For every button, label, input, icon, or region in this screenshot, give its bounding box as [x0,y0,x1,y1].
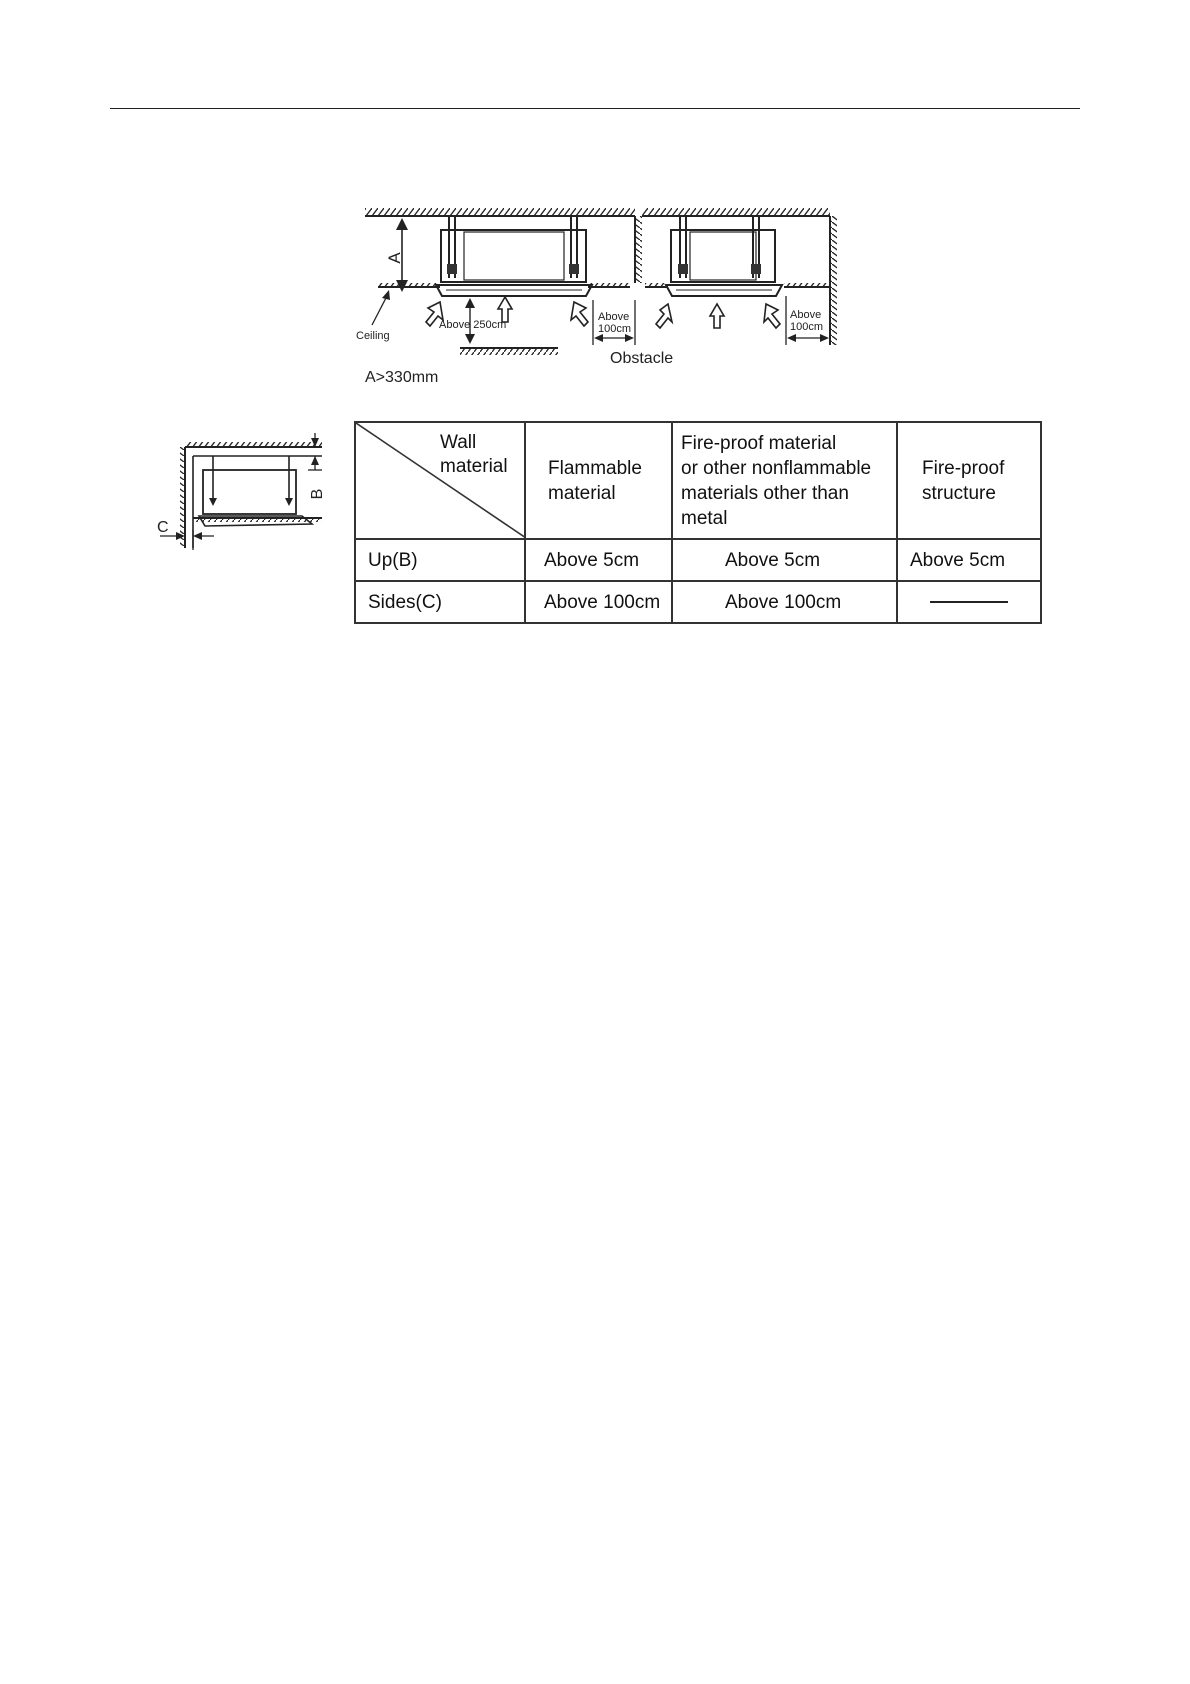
side-wall-ceiling [180,442,322,548]
obstacle-label: Obstacle [610,350,674,367]
cell-sides-fireproof-structure [897,581,1041,623]
dimension-b-label: B [309,488,326,500]
header-structure-line1: Fire-proof [922,457,1005,479]
airflow-arrows-right [656,304,780,328]
row-label-up: Up(B) [355,539,525,581]
side-clearance-1-line2: 100cm [598,323,632,335]
obstacle-wall-left [635,216,642,283]
corner-label-line1: Wall [440,432,477,453]
corner-label-line2: material [440,456,508,477]
header-flammable-line1: Flammable [548,457,642,479]
side-unit [199,456,312,526]
row-label-sides: Sides(C) [355,581,525,623]
header-flammable-line2: material [548,482,616,504]
table-header-row [355,422,1041,539]
dimension-b-arrow [308,433,322,470]
a-condition-label: A>330mm [365,369,439,386]
cell-up-fireproof-material: Above 5cm [672,539,897,581]
clearance-table [354,421,1042,624]
cell-up-fireproof-structure: Above 5cm [897,539,1041,581]
indoor-unit-left [436,216,592,296]
header-structure-line2: structure [922,482,996,504]
header-fireproof-line4: metal [681,507,728,529]
side-clearance-2-line2: 100cm [790,321,824,333]
floor-clearance-label: Above 250cm [439,319,507,331]
not-applicable-dash [930,601,1008,603]
indoor-unit-right [666,216,782,296]
table-row-up [355,539,1041,581]
ceiling-pointer [372,290,390,325]
cell-up-flammable: Above 5cm [525,539,672,581]
ceiling-label: Ceiling [356,330,390,342]
header-fireproof-line1: Fire-proof material [681,432,837,454]
dimension-a-label: A [385,252,404,264]
header-flammable [525,422,672,539]
table-row-sides [355,581,1041,623]
ceiling-slab-left [365,208,635,216]
header-fireproof-structure [897,422,1041,539]
cell-sides-fireproof-material: Above 100cm [672,581,897,623]
header-fireproof-line3: materials other than [681,482,849,504]
table-corner-cell [355,422,525,539]
side-clearance-1-line1: Above [598,311,630,323]
side-clearance-2-line1: Above [790,309,822,321]
dimension-c-label: C [157,519,169,536]
header-fireproof-material [672,422,897,539]
header-fireproof-line2: or other nonflammable [681,457,872,479]
cell-sides-flammable: Above 100cm [525,581,672,623]
